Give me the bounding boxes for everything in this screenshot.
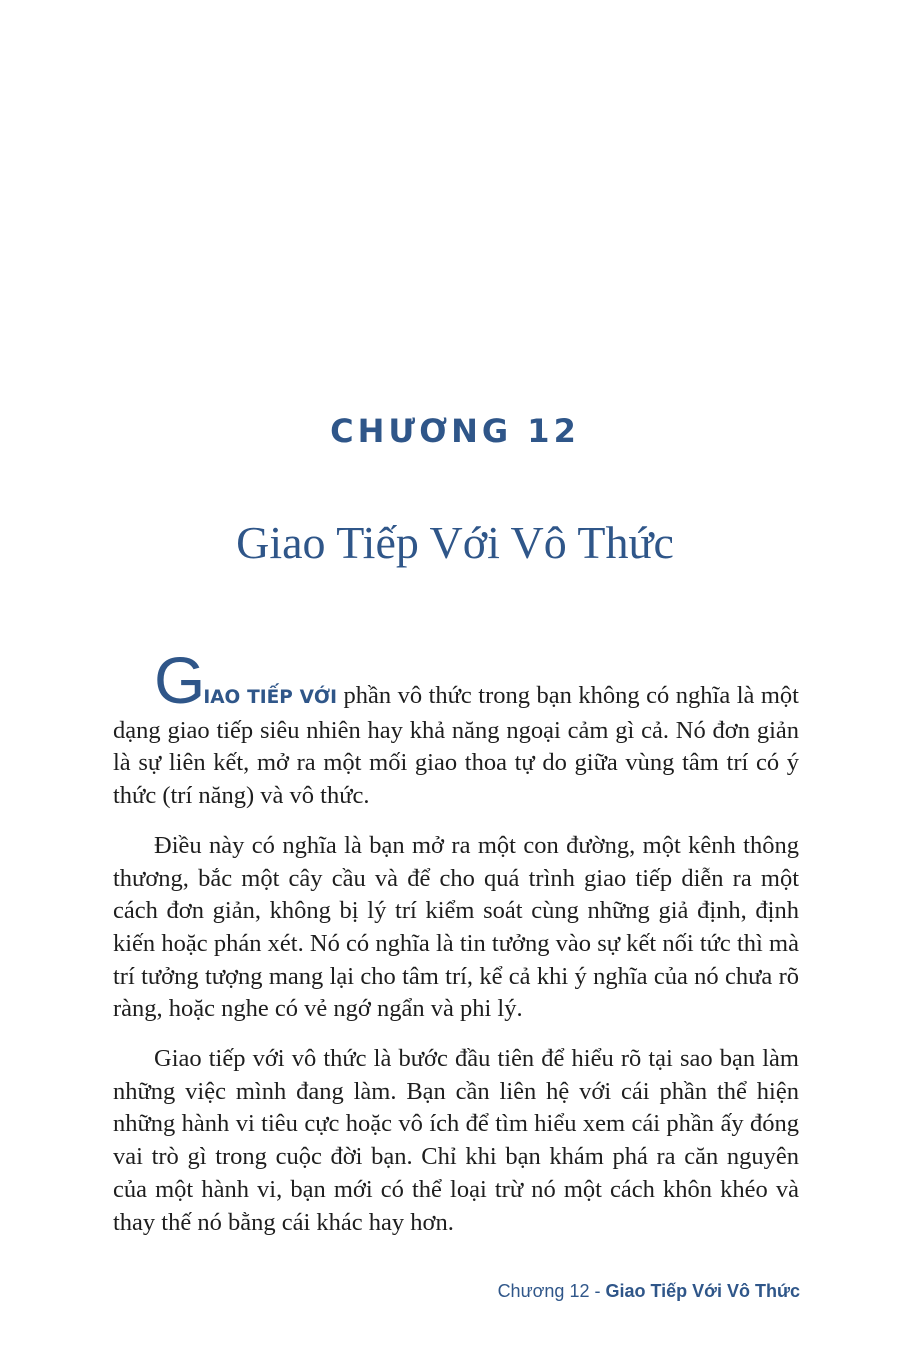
chapter-label: CHƯƠNG 12 [330,412,580,450]
paragraph-1-text: phần vô thức trong bạn không có nghĩa là một dạng giao tiếp siêu nhiên hay khả năng ngoại cảm gì cả. Nó đơn giản là sự liên kết, mở ra một mối giao thoa tự do giữa vùng tâm trí có ý thức (trí năng) và vô thức. [113,682,799,810]
footer-chapter: Chương 12 - [497,1281,606,1301]
chapter-title: Giao Tiếp Với Vô Thức [236,517,674,568]
drop-cap: G [154,643,204,717]
paragraph-2: Điều này có nghĩa là bạn mở ra một con đường, một kênh thông thương, bắc một cây cầu và để cho quá trình giao tiếp diễn ra một cách đơn giản, không bị lý trí kiểm soát cùng những giả định, định kiến hoặc phán xét. Nó có nghĩa là tin tưởng vào sự kết nối tức thì mà trí tưởng tượng mang lại cho tâm trí, kể cả khi ý nghĩa của nó chưa rõ ràng, hoặc nghe có vẻ ngớ ngẩn và phi lý. [113,831,799,1023]
chapter-body [113,643,799,1256]
footer-title: Giao Tiếp Với Vô Thức [605,1281,800,1301]
running-footer [498,1281,800,1302]
paragraph-3: Giao tiếp với vô thức là bước đầu tiên để hiểu rõ tại sao bạn làm những việc mình đang làm. Bạn cần liên hệ với cái phần thể hiện những hành vi tiêu cực hoặc vô ích để tìm hiểu xem cái phần ấy đóng vai trò gì trong cuộc đời bạn. Chỉ khi bạn khám phá ra căn nguyên của một hành vi, bạn mới có thể loại trừ nó một cách khôn khéo và thay thế nó bằng cái khác hay hơn. [113,1045,799,1236]
lead-in: IAO TIẾP VỚI [203,687,337,708]
paragraph-1 [113,643,799,813]
